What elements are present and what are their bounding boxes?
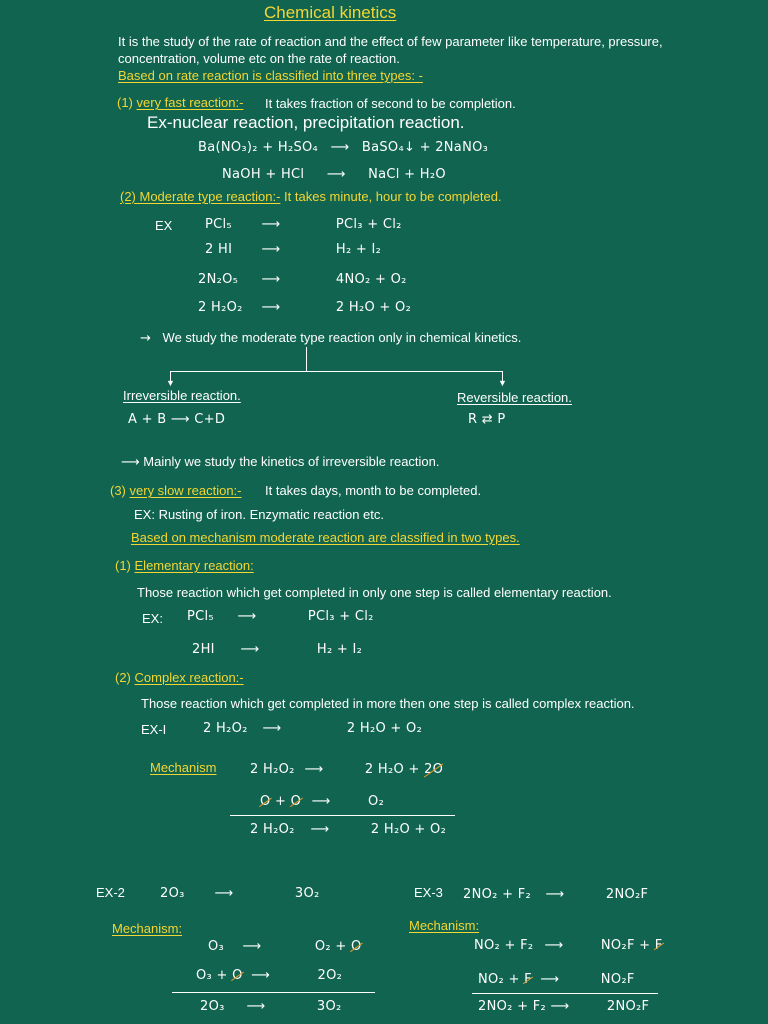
elementary-eq-2-rhs: H₂ + I₂ — [316, 642, 363, 657]
ex2-step-1-lhs: O₃ — [208, 939, 225, 954]
tree-right-arrowhead-icon: ▼ — [498, 378, 507, 388]
moderate-eq-1-rhs: PCl₃ + Cl₂ — [335, 217, 402, 232]
reversible-label: Reversible reaction. — [457, 390, 572, 405]
arrow-icon: ⟶ — [261, 272, 281, 287]
fast-reaction-title: very fast reaction:- — [136, 95, 244, 110]
arrow-icon: ⟶ — [545, 887, 565, 902]
elementary-definition: Those reaction which get completed in only one step is called elementary reaction. — [137, 585, 612, 600]
cancelled-term: O — [350, 939, 362, 954]
moderate-eq-2 — [205, 242, 381, 257]
complex-sum-line — [230, 815, 455, 816]
ex2-sum — [200, 999, 342, 1014]
moderate-eq-4 — [198, 300, 411, 315]
cancelled-term: O — [290, 794, 302, 809]
irreversible-label: Irreversible reaction. — [123, 388, 241, 403]
ex2-step-1 — [208, 939, 362, 954]
ex3-step-2 — [478, 972, 635, 987]
fast-eq-1-lhs: Ba(NO₃)₂ + H₂SO₄ — [198, 140, 319, 155]
tree-stem — [306, 347, 307, 371]
elementary-eq-1-lhs: PCl₅ — [187, 609, 214, 624]
fast-reaction-number: (1) — [117, 95, 133, 110]
moderate-ex-label: EX — [155, 218, 173, 233]
cancelled-term: O — [232, 968, 243, 983]
elementary-eq-1-rhs: PCl₃ + Cl₂ — [307, 609, 374, 624]
ex3-eq — [463, 887, 648, 902]
complex-eq-lhs: 2 H₂O₂ — [203, 721, 248, 736]
complex-eq — [203, 721, 422, 736]
fast-eq-2 — [222, 167, 446, 182]
slow-reaction-title: very slow reaction:- — [129, 483, 242, 498]
fast-reaction-example: Ex-nuclear reaction, precipitation reaction. — [147, 113, 465, 132]
complex-sum-rhs: 2 H₂O + O₂ — [370, 822, 447, 837]
fast-eq-1 — [198, 140, 488, 155]
elementary-eq-1 — [187, 609, 374, 624]
ex3-step-1-rhs: NO₂F + — [600, 938, 651, 953]
moderate-reaction-title: (2) Moderate type reaction:- — [120, 189, 281, 204]
complex-mechanism-label: Mechanism — [150, 760, 217, 775]
ex3-eq-lhs: 2NO₂ + F₂ — [463, 887, 531, 902]
elementary-number: (1) — [115, 558, 131, 573]
arrow-icon: ⟶ — [330, 140, 350, 155]
elementary-title: Elementary reaction: — [134, 558, 254, 573]
moderate-eq-3 — [198, 272, 407, 287]
cancelled-term: F — [524, 972, 532, 987]
arrow-icon: ⟶ — [310, 822, 330, 837]
complex-number: (2) — [115, 670, 131, 685]
fast-eq-1-rhs: BaSO₄↓ + 2NaNO₃ — [361, 140, 489, 155]
complex-step-2-rhs: O₂ — [368, 794, 385, 809]
ex2-sum-rhs: 3O₂ — [316, 999, 342, 1014]
irreversible-note-text: Mainly we study the kinetics of irreversible reaction. — [143, 454, 440, 469]
arrow-right-icon: → — [140, 331, 151, 346]
moderate-reaction-heading — [120, 189, 502, 205]
complex-definition: Those reaction which get completed in more then one step is called complex reaction. — [141, 696, 635, 711]
cancelled-term: O — [260, 794, 271, 809]
ex3-sum — [478, 999, 649, 1014]
reversible-eq: R ⇄ P — [468, 412, 506, 427]
ex2-eq-lhs: 2O₃ — [160, 886, 185, 901]
slow-reaction-example: EX: Rusting of iron. Enzymatic reaction etc. — [134, 507, 384, 522]
ex3-step-2-lhs: NO₂ + — [478, 972, 520, 987]
arrow-icon: ⟶ — [262, 721, 282, 736]
moderate-note — [140, 330, 521, 347]
ex3-step-1 — [474, 938, 663, 953]
complex-step-2-plus: + — [274, 794, 287, 809]
moderate-eq-2-lhs: 2 HI — [205, 242, 233, 257]
complex-step-1-rhs: 2 H₂O + — [364, 762, 420, 777]
arrow-icon: ⟶ — [251, 968, 271, 983]
fast-eq-2-lhs: NaOH + HCl — [222, 167, 305, 182]
arrow-icon: ⟶ — [261, 300, 281, 315]
moderate-eq-3-lhs: 2N₂O₅ — [198, 272, 239, 287]
ex3-sum-lhs: 2NO₂ + F₂ — [478, 999, 546, 1014]
ex2-sum-lhs: 2O₃ — [200, 999, 225, 1014]
intro-line-2: concentration, volume etc on the rate of reaction. — [118, 51, 400, 66]
arrow-icon: ⟶ — [311, 794, 331, 809]
slow-reaction-desc: It takes days, month to be completed. — [265, 483, 482, 498]
complex-ex-label: EX-I — [141, 722, 167, 737]
irreversible-eq: A + B ⟶ C+D — [128, 412, 226, 427]
complex-sum — [250, 822, 446, 837]
ex3-sum-rhs: 2NO₂F — [606, 999, 650, 1014]
ex2-eq-rhs: 3O₂ — [294, 886, 320, 901]
cancelled-term: F — [654, 938, 663, 953]
complex-step-1-lhs: 2 H₂O₂ — [250, 762, 295, 777]
arrow-icon: ⟶ — [214, 886, 234, 901]
arrow-icon: ⟶ — [240, 642, 260, 657]
ex2-eq — [160, 886, 320, 901]
ex2-mechanism-label: Mechanism: — [112, 921, 183, 936]
slow-reaction-number: (3) — [110, 483, 126, 498]
moderate-reaction-desc: It takes minute, hour to be completed. — [284, 189, 502, 204]
ex2-label: EX-2 — [96, 885, 125, 900]
rate-classification-heading: Based on rate reaction is classified into three types: - — [118, 68, 423, 83]
ex2-step-2 — [196, 968, 342, 983]
ex3-step-1-lhs: NO₂ + F₂ — [474, 938, 534, 953]
arrow-icon: ⟶ — [326, 167, 346, 182]
complex-heading — [115, 670, 244, 686]
moderate-eq-2-rhs: H₂ + I₂ — [335, 242, 382, 257]
elementary-eq-2 — [192, 642, 362, 657]
arrow-icon: ⟶ — [544, 938, 564, 953]
elementary-ex-label: EX: — [142, 611, 163, 626]
arrow-icon: ⟶ — [246, 999, 266, 1014]
arrow-icon: ⟶ — [237, 609, 257, 624]
elementary-eq-2-lhs: 2HI — [192, 642, 215, 657]
moderate-eq-1 — [205, 217, 402, 232]
moderate-eq-3-rhs: 4NO₂ + O₂ — [335, 272, 407, 287]
ex2-step-2-rhs: 2O₂ — [317, 968, 343, 983]
complex-sum-lhs: 2 H₂O₂ — [250, 822, 295, 837]
slow-reaction-heading — [110, 483, 242, 499]
cancelled-term: 2O — [424, 762, 444, 777]
moderate-eq-1-lhs: PCl₅ — [205, 217, 232, 232]
ex2-step-1-rhs: O₂ + — [314, 939, 347, 954]
complex-step-1 — [250, 762, 443, 777]
moderate-note-text: We study the moderate type reaction only in chemical kinetics. — [162, 330, 522, 345]
ex3-step-2-rhs: NO₂F — [600, 972, 635, 987]
complex-title: Complex reaction:- — [134, 670, 244, 685]
ex3-sum-line — [472, 993, 658, 994]
complex-eq-rhs: 2 H₂O + O₂ — [346, 721, 423, 736]
fast-reaction-desc: It takes fraction of second to be completion. — [265, 96, 516, 111]
arrow-icon: ⟶ — [261, 217, 281, 232]
arrow-icon: ⟶ — [304, 762, 324, 777]
tree-branch — [170, 371, 502, 372]
arrow-icon: ⟶ — [261, 242, 281, 257]
ex2-sum-line — [172, 992, 375, 993]
arrow-icon: ⟶ — [550, 999, 570, 1014]
ex2-step-2-lhs: O₃ + — [196, 968, 228, 983]
ex3-mechanism-label: Mechanism: — [409, 918, 480, 933]
page-title: Chemical kinetics — [264, 3, 397, 22]
complex-step-2 — [260, 794, 384, 809]
tree-left-arrowhead-icon: ▼ — [166, 378, 175, 388]
moderate-eq-4-lhs: 2 H₂O₂ — [198, 300, 243, 315]
arrow-icon: ⟶ — [242, 939, 262, 954]
mechanism-classification-heading: Based on mechanism moderate reaction are classified in two types. — [131, 530, 520, 545]
elementary-heading — [115, 558, 254, 574]
arrow-icon: ⟶ — [121, 455, 140, 470]
arrow-icon: ⟶ — [540, 972, 560, 987]
fast-reaction-heading — [117, 95, 243, 111]
ex3-label: EX-3 — [414, 885, 443, 900]
intro-line-1: It is the study of the rate of reaction and the effect of few parameter like temperature, pressure, — [118, 34, 663, 49]
fast-eq-2-rhs: NaCl + H₂O — [368, 167, 446, 182]
ex3-eq-rhs: 2NO₂F — [605, 887, 649, 902]
irreversible-note — [121, 454, 440, 471]
moderate-eq-4-rhs: 2 H₂O + O₂ — [335, 300, 412, 315]
